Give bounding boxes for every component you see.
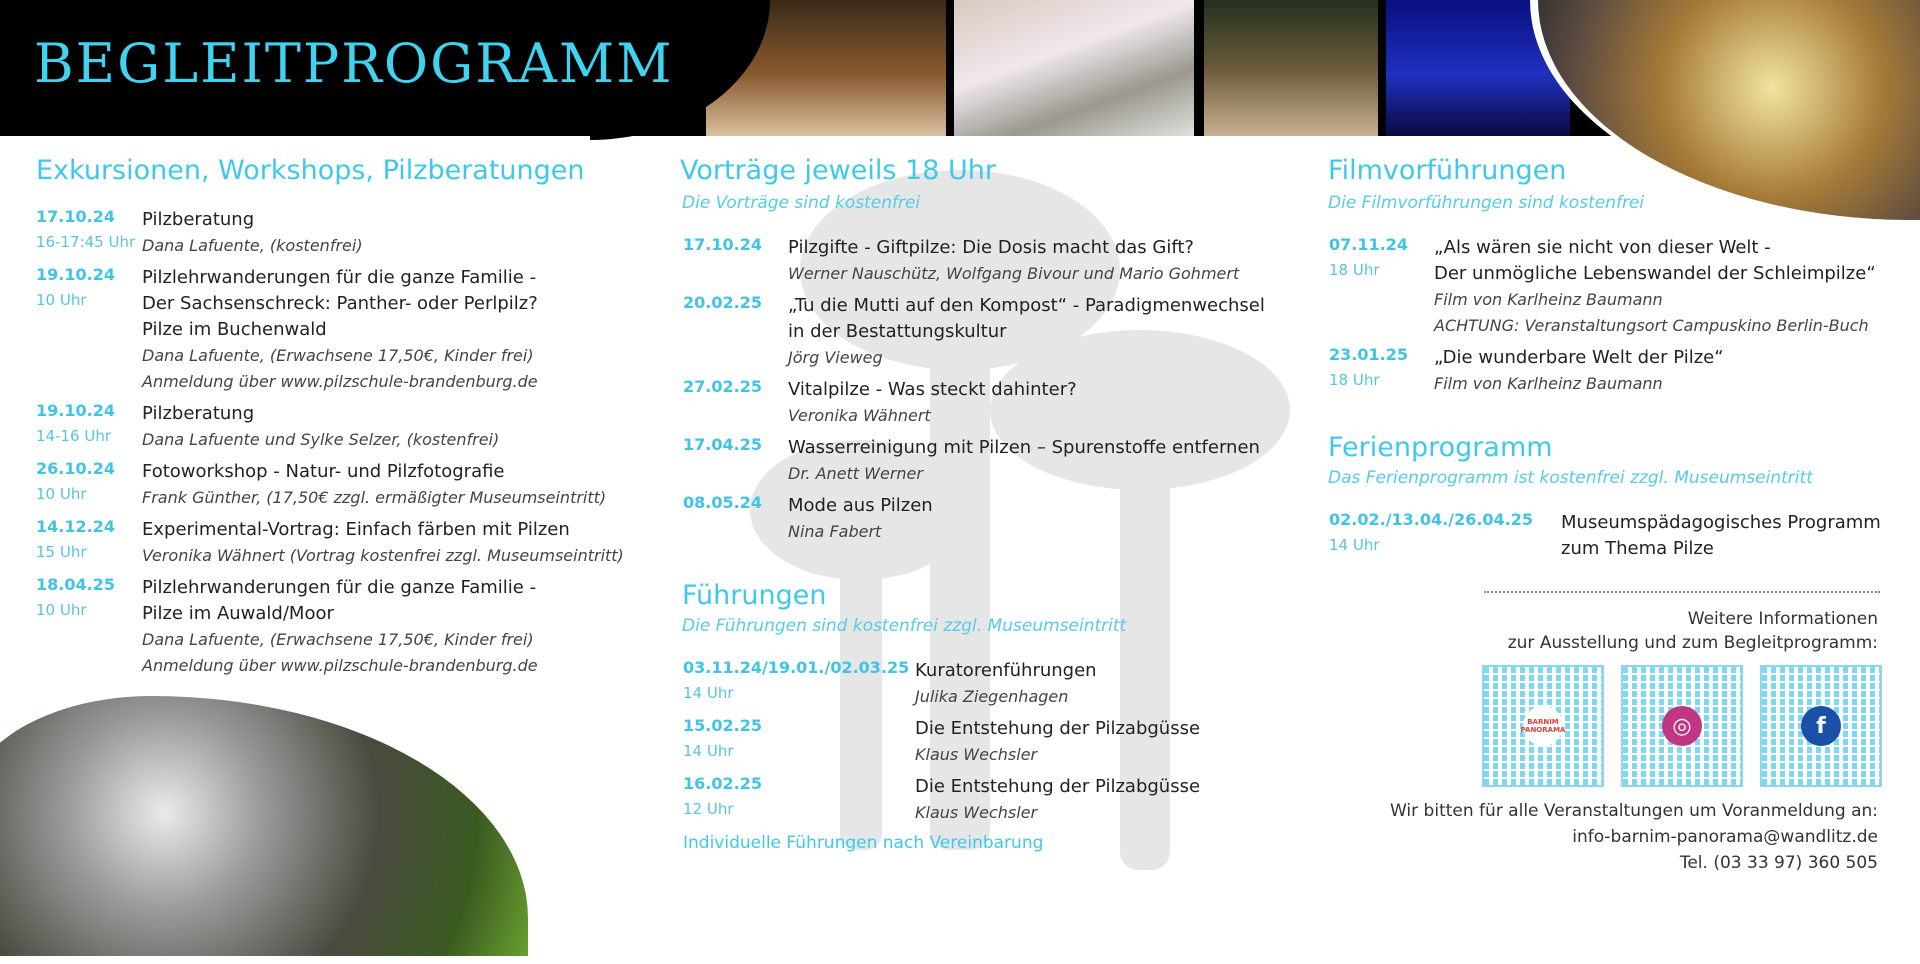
event-details [788,377,1077,429]
event-title-line: Wasserreinigung mit Pilzen – Spurenstoffe entfernen [788,437,1260,458]
event-meta-line[interactable]: Anmeldung über www.pilzschule-brandenburg.de [142,656,538,675]
contact-request: Wir bitten für alle Veranstaltungen um Voranmeldung an: [1390,801,1878,821]
event-meta-line: ACHTUNG: Veranstaltungsort Campuskino Berlin-Buch [1434,316,1869,335]
event-details [915,658,1097,710]
event-title-line: „Tu die Mutti auf den Kompost“ - Paradigmenwechsel [788,295,1265,316]
event-title-line: Pilzlehrwanderungen für die ganze Familie - [142,577,537,598]
section-title-talks: Vorträge jeweils 18 Uhr [680,155,996,186]
event-title-line: „Die wunderbare Welt der Pilze“ [1434,347,1724,368]
header-photo-glass-mushrooms [1530,0,1920,220]
qr-code-facebook[interactable] [1760,665,1882,787]
event-title-line: Vitalpilze - Was steckt dahinter? [788,379,1077,400]
event-date: 16.02.25 [683,774,762,793]
event-details [142,207,363,259]
event-date: 27.02.25 [683,377,762,396]
bottom-photo-inkcap-mushrooms [0,688,536,964]
contact-footer [1390,798,1878,876]
event-title-line: Der unmögliche Lebenswandel der Schleimpilze“ [1434,263,1876,284]
event-details [1434,235,1876,339]
event-date: 26.10.24 [36,459,115,478]
event-title-line: zum Thema Pilze [1561,538,1714,559]
event-meta-line: Veronika Wähnert [788,406,931,425]
event-date: 02.02./13.04./26.04.25 [1329,510,1534,529]
event-title-line: Pilzberatung [142,209,255,230]
event-title-line: Experimental-Vortrag: Einfach färben mit Pilzen [142,519,570,540]
qr-code-instagram[interactable] [1621,665,1743,787]
event-meta-line: Julika Ziegenhagen [915,687,1069,706]
section-subtitle-holiday: Das Ferienprogramm ist kostenfrei zzgl. Museumseintritt [1328,468,1813,488]
event-meta-line: Dana Lafuente, (kostenfrei) [142,236,363,255]
section-subtitle-talks: Die Vorträge sind kostenfrei [682,193,921,213]
qr-code-website[interactable] [1482,665,1604,787]
event-date: 17.10.24 [36,207,115,226]
info-block [1508,607,1878,655]
event-date: 08.05.24 [683,493,762,512]
event-meta-line[interactable]: Anmeldung über www.pilzschule-brandenburg.de [142,372,538,391]
event-time: 10 Uhr [36,601,87,619]
info-line2: zur Ausstellung und zum Begleitprogramm: [1507,633,1878,653]
event-time: 15 Uhr [36,543,87,561]
header-photo-morels [1204,0,1378,136]
event-details [788,493,933,545]
event-meta-line: Veronika Wähnert (Vortrag kostenfrei zzgl. Museumseintritt) [142,546,624,565]
event-meta-line: Werner Nauschütz, Wolfgang Bivour und Mario Gohmert [788,264,1240,283]
event-title-line: Der Sachsenschreck: Panther- oder Perlpilz? [142,293,538,314]
event-date: 03.11.24/19.01./02.03.25 [683,658,910,677]
event-time: 16-17:45 Uhr [36,233,136,251]
event-time: 12 Uhr [683,800,734,818]
section-title-tours: Führungen [682,580,827,611]
event-title-line: Mode aus Pilzen [788,495,933,516]
event-time: 14 Uhr [1329,536,1380,554]
event-details [915,716,1200,768]
event-time: 10 Uhr [36,291,87,309]
event-time: 18 Uhr [1329,261,1380,279]
event-meta-line: Jörg Vieweg [788,348,883,367]
facebook-icon: f [1801,706,1841,746]
event-details [142,575,538,679]
event-date: 07.11.24 [1329,235,1408,254]
event-details [1434,345,1724,397]
section-subtitle-films: Die Filmvorführungen sind kostenfrei [1328,193,1645,213]
event-time: 14 Uhr [683,684,734,702]
event-title-line: Pilzlehrwanderungen für die ganze Familie - [142,267,537,288]
event-title-line: Pilzgifte - Giftpilze: Die Dosis macht das Gift? [788,237,1194,258]
event-meta-line: Dr. Anett Werner [788,464,923,483]
event-time: 18 Uhr [1329,371,1380,389]
event-time: 10 Uhr [36,485,87,503]
event-title-line: Die Entstehung der Pilzabgüsse [915,718,1201,739]
event-details [1561,510,1881,562]
event-meta-line: Film von Karlheinz Baumann [1434,374,1663,393]
event-time: 14 Uhr [683,742,734,760]
event-title-line: Fotoworkshop - Natur- und Pilzfotografie [142,461,505,482]
info-line1: Weitere Informationen [1687,609,1878,629]
event-meta-line: Dana Lafuente, (Erwachsene 17,50€, Kinder frei) [142,346,534,365]
event-title-line: in der Bestattungskultur [788,321,1007,342]
section-title-holiday: Ferienprogramm [1328,432,1553,463]
event-title-line: Pilze im Auwald/Moor [142,603,334,624]
section-subtitle-tours: Die Führungen sind kostenfrei zzgl. Museumseintritt [682,616,1127,636]
event-meta-line: Klaus Wechsler [915,803,1038,822]
tours-note: Individuelle Führungen nach Vereinbarung [683,833,1044,853]
section-title-excursions: Exkursionen, Workshops, Pilzberatungen [36,155,585,186]
header-photo-exhibition-hall [954,0,1194,136]
event-details [788,235,1239,287]
event-details [142,459,606,511]
page-title: BEGLEITPROGRAMM [34,32,674,95]
event-details [788,293,1265,371]
contact-phone: Tel. (03 33 97) 360 505 [1679,853,1878,873]
event-title-line: „Als wären sie nicht von dieser Welt - [1434,237,1771,258]
contact-email[interactable]: info-barnim-panorama@wandlitz.de [1572,827,1878,847]
event-date: 17.10.24 [683,235,762,254]
event-title-line: Pilzberatung [142,403,255,424]
event-date: 19.10.24 [36,401,115,420]
event-meta-line: Frank Günther, (17,50€ zzgl. ermäßigter Museumseintritt) [142,488,607,507]
event-date: 19.10.24 [36,265,115,284]
event-date: 17.04.25 [683,435,762,454]
instagram-icon: ◎ [1662,706,1702,746]
event-details [915,774,1200,826]
event-time: 14-16 Uhr [36,427,112,445]
event-title-line: Die Entstehung der Pilzabgüsse [915,776,1201,797]
event-date: 23.01.25 [1329,345,1408,364]
divider [1484,591,1880,593]
event-date: 14.12.24 [36,517,115,536]
event-meta-line: Klaus Wechsler [915,745,1038,764]
event-details [142,517,624,569]
barnim-panorama-logo: BARNIM PANORAMA [1523,706,1563,746]
event-title-line: Pilze im Buchenwald [142,319,327,340]
section-title-films: Filmvorführungen [1328,155,1567,186]
event-details [142,401,499,453]
event-title-line: Kuratorenführungen [915,660,1097,681]
event-title-line: Museumspädagogisches Programm [1561,512,1881,533]
event-date: 15.02.25 [683,716,762,735]
event-details [788,435,1260,487]
event-meta-line: Dana Lafuente und Sylke Selzer, (kostenfrei) [142,430,500,449]
event-date: 18.04.25 [36,575,115,594]
event-meta-line: Nina Fabert [788,522,882,541]
event-meta-line: Dana Lafuente, (Erwachsene 17,50€, Kinder frei) [142,630,534,649]
event-details [142,265,538,395]
event-date: 20.02.25 [683,293,762,312]
event-meta-line: Film von Karlheinz Baumann [1434,290,1663,309]
